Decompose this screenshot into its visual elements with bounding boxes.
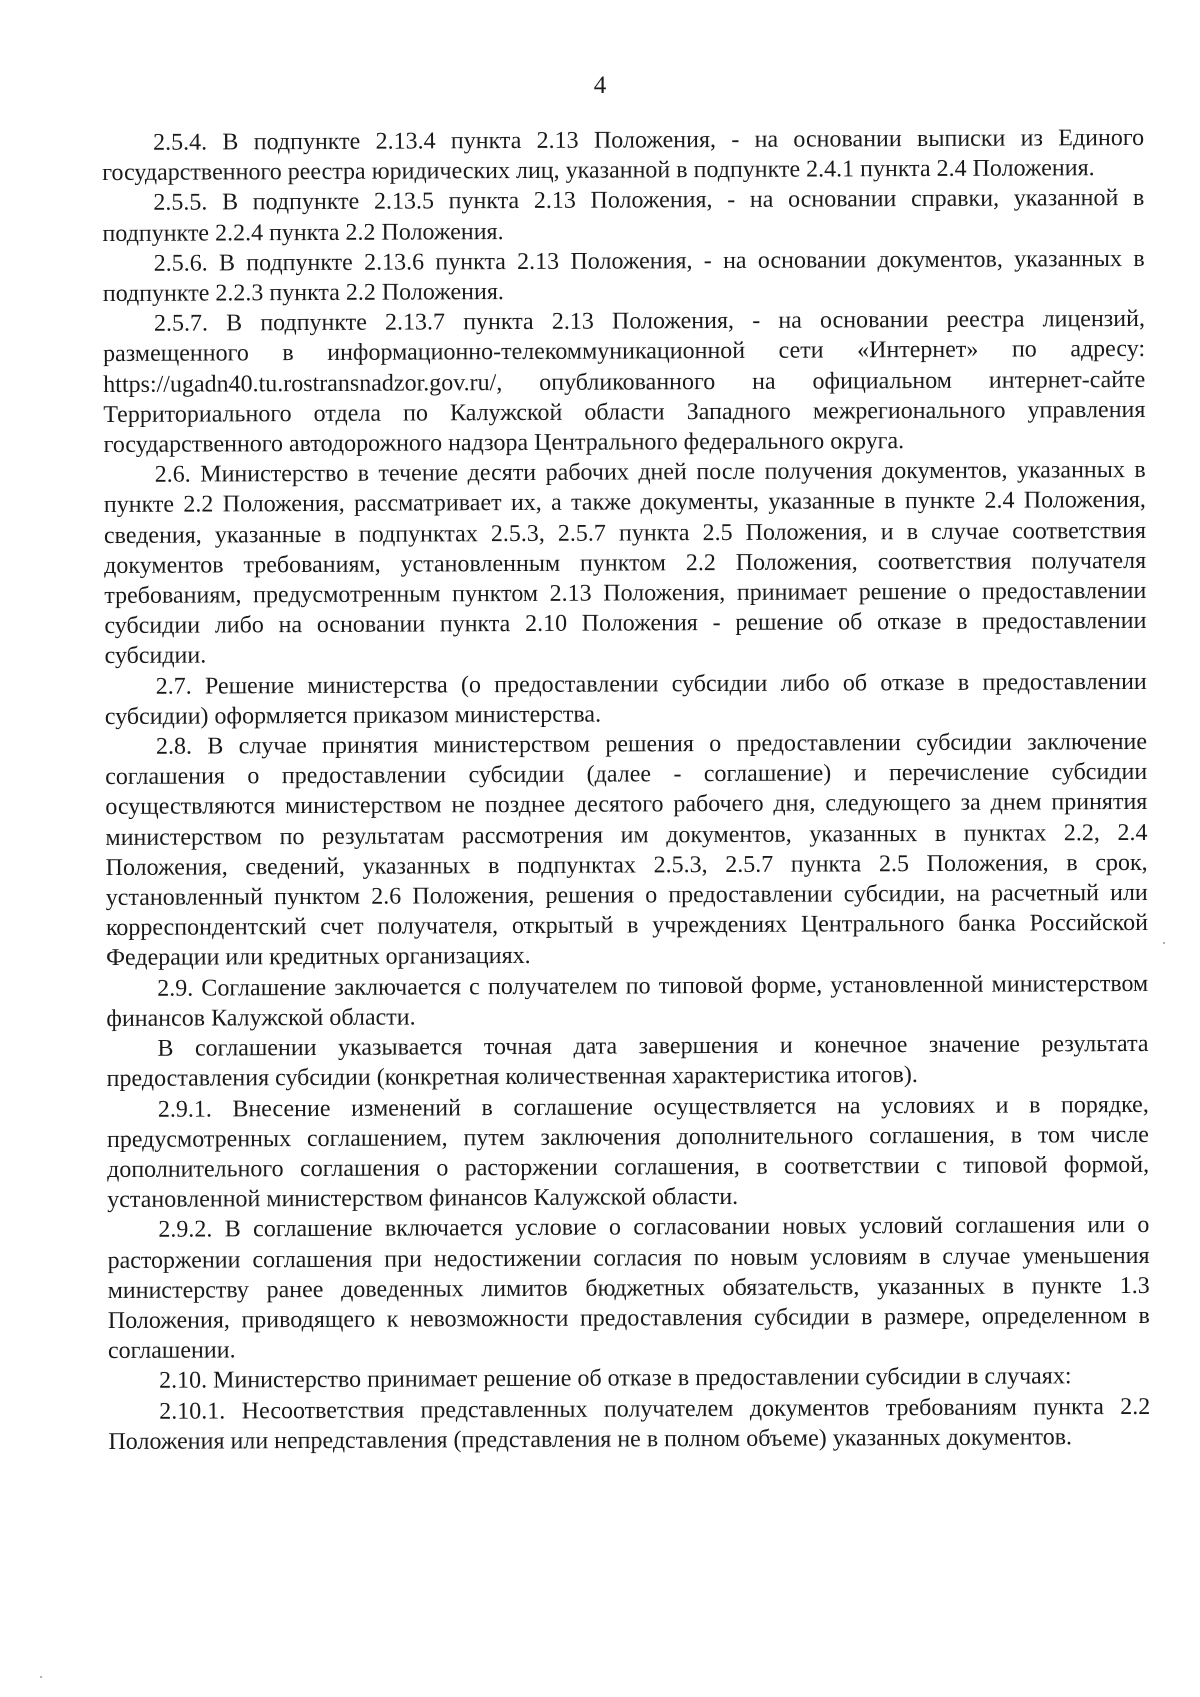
paragraph-2-9-agreement-terms: В соглашении указывается точная дата завершения и конечное значение результата предоставления субсидии (конкретная количественная характеристика итогов). bbox=[106, 1030, 1149, 1093]
paragraph-2-6: 2.6. Министерство в течение десяти рабочих дней после получения документов, указанных в пункте 2.2 Положения, рассматривает их, а также документы, указанные в пункте 2.4 Положения, сведения, указанные в подпунктах 2.5.3, 2.5.7 пункта 2.5 Положения, и в случае соответствия документов требованиям, установленным пунктом 2.2 Положения, соответствия получателя требованиям, предусмотренным пунктом 2.13 Положения, принимает решение о предоставлении субсидии либо на основании пункта 2.10 Положения - решение об отказе в предоставлении субсидии. bbox=[103, 457, 1147, 670]
paragraph-2-10: 2.10. Министерство принимает решение об отказе в предоставлении субсидии в случаях: bbox=[159, 1363, 1072, 1395]
paragraph-2-5-6: 2.5.6. В подпункте 2.13.6 пункта 2.13 Положения, - на основании документов, указанных в подпункте 2.2.3 пункта 2.2 Положения. bbox=[102, 245, 1145, 308]
paragraph-2-9-1: 2.9.1. Внесение изменений в соглашение осуществляется на условиях и в порядке, предусмотренных соглашением, путем заключения дополнительного соглашения, в том числе дополнительного соглашения о расторжении соглашения, в соответствии с типовой формой, установленной министерством финансов Калужской области. bbox=[106, 1091, 1150, 1214]
scan-speck bbox=[40, 1676, 42, 1678]
paragraph-2-7: 2.7. Решение министерства (о предоставлении субсидии либо об отказе в предоставлении субсидии) оформляется приказом министерства. bbox=[104, 668, 1147, 730]
paragraph-2-8: 2.8. В случае принятия министерством решения о предоставлении субсидии заключение соглашения о предоставлении субсидии (далее - соглашение) и перечисление субсидии осуществляются министерством не позднее десятого рабочего дня, следующего за днем принятия министерством по результатам рассмотрения им документов, указанных в пунктах 2.2, 2.4 Положения, сведений, указанных в подпунктах 2.5.3, 2.5.7 пункта 2.5 Положения, в срок, установленный пунктом 2.6 Положения, решения о предоставлении субсидии, на расчетный или корреспондентский счет получателя, открытый в учреждениях Центрального банка Российской Федерации или кредитных организациях. bbox=[105, 728, 1148, 972]
page-number: 4 bbox=[593, 72, 607, 99]
paragraph-2-5-5: 2.5.5. В подпункте 2.13.5 пункта 2.13 Положения, - на основании справки, указанной в подпункте 2.2.4 пункта 2.2 Положения. bbox=[102, 185, 1145, 247]
paragraph-2-5-7: 2.5.7. В подпункте 2.13.7 пункта 2.13 Положения, - на основании реестра лицензий, размещенного в информационно-телекоммуникационной сети «Интернет» по адресу: https://ugadn40.tu.rostransnadzor.gov.ru/, опубликованного на официальном интернет-сайте Территориального отдела по Калужской области Западного межрегионального управления государственного автодорожного надзора Центрального федерального округа. bbox=[103, 306, 1146, 459]
paragraph-2-9: 2.9. Соглашение заключается с получателем по типовой форме, установленной министерством финансов Калужской области. bbox=[106, 970, 1149, 1032]
paragraph-2-9-2: 2.9.2. В соглашение включается условие о согласовании новых условий соглашения или о расторжении соглашения при недостижении согласия по новым условиям в случае уменьшения министерству ранее доведенных лимитов бюджетных обязательств, указанных в пункте 1.3 Положения, приводящего к невозможности предоставления субсидии в размере, определенном в соглашении. bbox=[107, 1212, 1150, 1365]
paragraph-2-10-1: 2.10.1. Несоответствия представленных получателем документов требованиям пункта 2.2 Положения или непредставления (представления не в полном объеме) указанных документов. bbox=[108, 1393, 1151, 1455]
paragraph-2-5-4: 2.5.4. В подпункте 2.13.4 пункта 2.13 Положения, - на основании выписки из Единого государственного реестра юридических лиц, указанной в подпункте 2.4.1 пункта 2.4 Положения. bbox=[102, 124, 1145, 187]
document-body bbox=[102, 123, 1150, 1457]
scan-speck bbox=[1163, 942, 1165, 944]
